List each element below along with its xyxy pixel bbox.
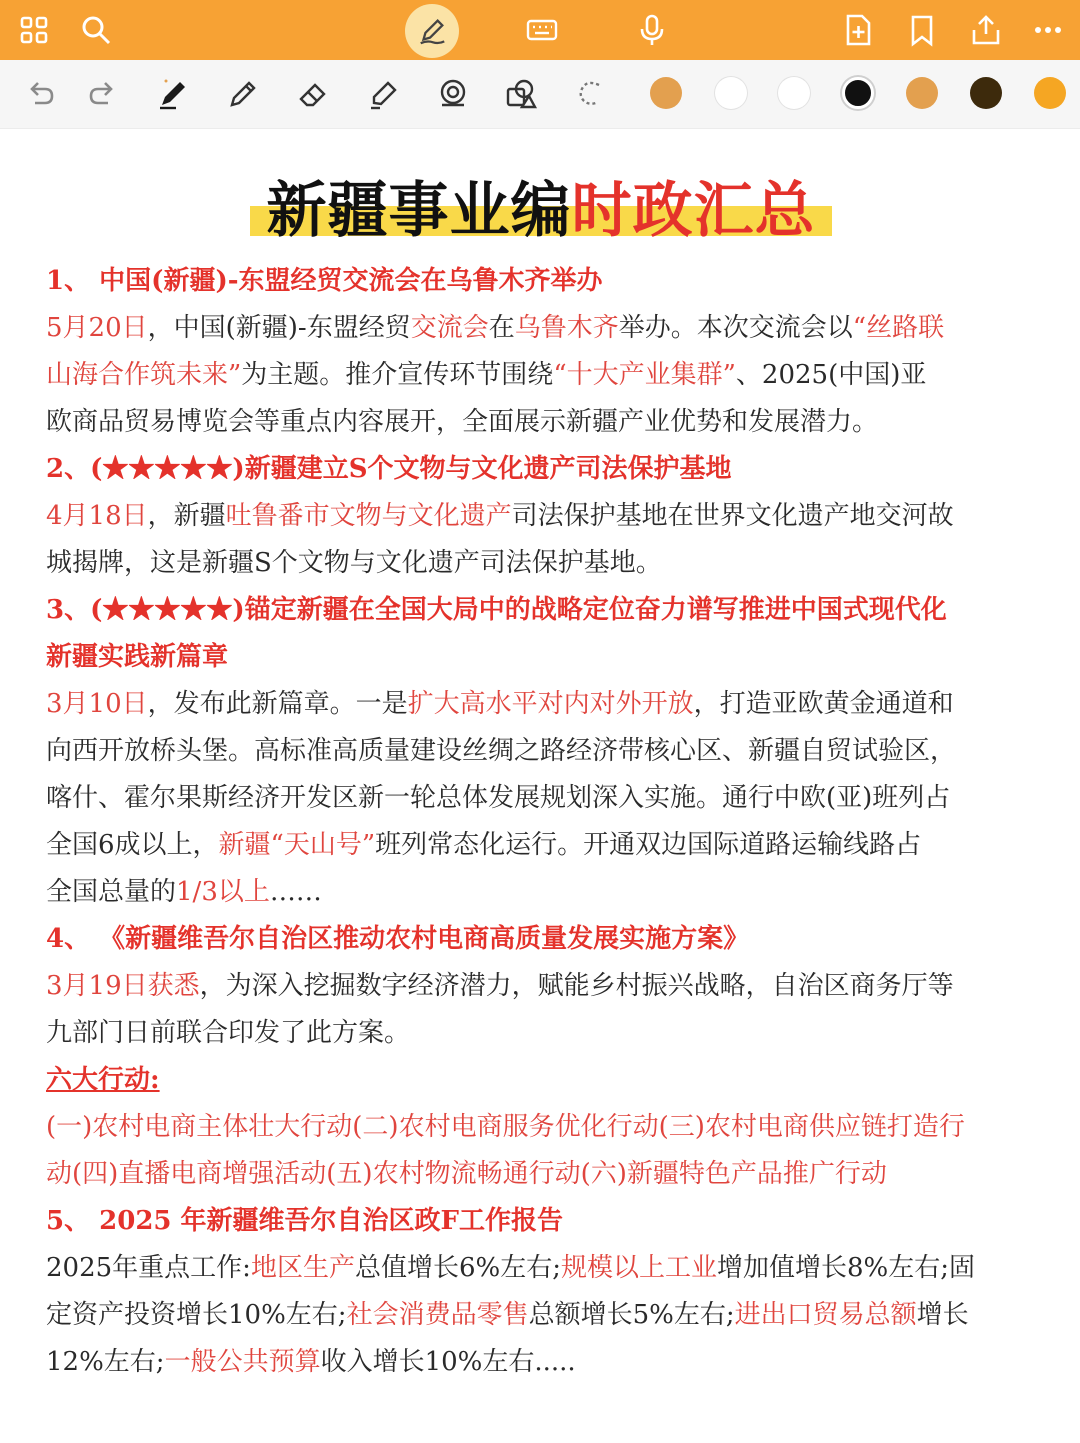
note-line <box>46 1151 1036 1198</box>
shape-icon[interactable] <box>428 70 478 118</box>
highlight-text: 新疆“天山号” <box>218 830 376 860</box>
body-text: 喀什、霍尔果斯经济开发区新一轮总体发展规划深入实施。通行中欧(亚)班列占 <box>46 783 951 813</box>
note-line <box>46 1057 1036 1104</box>
note-line <box>46 1292 1036 1339</box>
redo-icon[interactable] <box>78 70 128 118</box>
body-text: 全国6成以上， <box>46 830 219 860</box>
color-swatch[interactable] <box>906 77 938 109</box>
fountain-pen-icon[interactable] <box>148 70 198 118</box>
note-line <box>46 587 1036 634</box>
add-page-icon[interactable] <box>828 0 888 60</box>
highlight-text: 交流会 <box>410 313 489 343</box>
highlight-text: 3月19日获悉 <box>46 971 200 1001</box>
body-text: 增加值增长8%左右;固 <box>716 1253 975 1283</box>
body-text: 欧商品贸易博览会等重点内容展开，全面展示新疆产业优势和发展潜力。 <box>46 407 879 437</box>
body-text: 在 <box>488 313 515 343</box>
section-heading: 2、(★★★★★)新疆建立S个文物与文化遗产司法保护基地 <box>46 454 732 484</box>
color-swatch[interactable] <box>715 77 747 109</box>
body-text: 定资产投资增长10%左右; <box>46 1300 347 1330</box>
highlight-text: “丝路联 <box>852 313 945 343</box>
highlight-text: 5月20日 <box>46 313 148 343</box>
note-line <box>46 1010 1036 1057</box>
note-line <box>46 916 1036 963</box>
pen-mode-button[interactable] <box>405 4 459 58</box>
more-icon[interactable] <box>1018 0 1078 60</box>
body-text: ，发布此新篇章。一是 <box>147 689 408 719</box>
color-swatch[interactable] <box>650 77 682 109</box>
body-text: ，打造亚欧黄金通道和 <box>693 689 954 719</box>
body-text: 2025年重点工作: <box>46 1253 251 1283</box>
section-heading: 3、(★★★★★)锚定新疆在全国大局中的战略定位奋力谱写推进中国式现代化 <box>46 595 947 625</box>
highlight-text: 一般公共预算 <box>164 1347 321 1377</box>
highlight-text: (一)农村电商主体壮大行动(二)农村电商服务优化行动(三)农村电商供应链打造行 <box>46 1112 965 1142</box>
note-line <box>46 493 1036 540</box>
section-heading: 4、 《新疆维吾尔自治区推动农村电商高质量发展实施方案》 <box>46 924 750 954</box>
note-line <box>46 728 1036 775</box>
note-line <box>46 634 1036 681</box>
note-line <box>46 681 1036 728</box>
note-line <box>46 869 1036 916</box>
note-line <box>46 352 1036 399</box>
note-line <box>46 1198 1036 1245</box>
body-text: ，新疆 <box>147 501 226 531</box>
keyboard-icon[interactable] <box>512 0 572 60</box>
highlight-text: 规模以上工业 <box>560 1253 717 1283</box>
note-line <box>46 399 1036 446</box>
pencil-icon[interactable] <box>218 70 268 118</box>
note-line <box>46 446 1036 493</box>
section-heading: 5、 2025 年新疆维吾尔自治区政F工作报告 <box>46 1206 564 1236</box>
color-swatch[interactable] <box>1034 77 1066 109</box>
note-line <box>46 775 1036 822</box>
highlight-text: 乌鲁木齐 <box>514 313 619 343</box>
microphone-icon[interactable] <box>622 0 682 60</box>
color-swatch[interactable] <box>970 77 1002 109</box>
highlighter-icon[interactable] <box>358 70 408 118</box>
body-text: 12%左右; <box>46 1347 165 1377</box>
body-text: ，为深入挖掘数字经济潜力，赋能乡村振兴战略，自治区商务厅等 <box>199 971 954 1001</box>
search-icon[interactable] <box>66 0 126 60</box>
body-text: 向西开放桥头堡。高标准高质量建设丝绸之路经济带核心区、新疆自贸试验区， <box>46 736 957 766</box>
highlight-text: 动(四)直播电商增强活动(五)农村物流畅通行动(六)新疆特色产品推广行动 <box>46 1159 887 1189</box>
title-black: 新疆事业编 <box>266 176 572 246</box>
body-text: 收入增长10%左右..... <box>320 1347 576 1377</box>
title-red: 时政汇总 <box>571 176 816 246</box>
body-text: 增长 <box>916 1300 969 1330</box>
lasso-icon[interactable] <box>566 70 616 118</box>
pen-icon <box>416 15 448 47</box>
highlight-text: 进出口贸易总额 <box>734 1300 917 1330</box>
note-line <box>46 305 1036 352</box>
body-text: 总额增长5%左右; <box>528 1300 735 1330</box>
body-text: 城揭牌，这是新疆S个文物与文化遗产司法保护基地。 <box>46 548 662 578</box>
highlight-text: 3月10日 <box>46 689 148 719</box>
bookmark-icon[interactable] <box>892 0 952 60</box>
body-text: …… <box>269 877 322 907</box>
share-icon[interactable] <box>956 0 1016 60</box>
highlight-text: 扩大高水平对内对外开放 <box>407 689 694 719</box>
note-line <box>46 1104 1036 1151</box>
body-text: 九部门日前联合印发了此方案。 <box>46 1018 411 1048</box>
note-line <box>46 963 1036 1010</box>
note-line <box>46 540 1036 587</box>
body-text: 总值增长6%左右; <box>354 1253 561 1283</box>
highlight-text: 山海合作筑未来” <box>46 360 242 390</box>
page-title <box>250 176 832 246</box>
grid-icon[interactable] <box>4 0 64 60</box>
body-text: 、2025(中国)亚 <box>735 360 927 390</box>
body-text: 司法保护基地在世界文化遗产地交河故 <box>511 501 954 531</box>
app-topbar <box>0 0 1080 60</box>
highlight-text: 地区生产 <box>250 1253 355 1283</box>
section-heading: 1、 中国(新疆)-东盟经贸交流会在乌鲁木齐举办 <box>46 266 603 296</box>
note-content <box>46 258 1036 1386</box>
note-line <box>46 822 1036 869</box>
highlight-text: 社会消费品零售 <box>346 1300 529 1330</box>
image-shape-icon[interactable] <box>496 70 546 118</box>
body-text: 全国总量的 <box>46 877 177 907</box>
body-text: ，中国(新疆)-东盟经贸 <box>147 313 411 343</box>
eraser-icon[interactable] <box>288 70 338 118</box>
color-swatch[interactable] <box>778 77 810 109</box>
body-text: 举办。本次交流会以 <box>618 313 853 343</box>
highlight-text: 1/3以上 <box>176 877 270 907</box>
undo-icon[interactable] <box>15 70 65 118</box>
note-line <box>46 258 1036 305</box>
highlight-text: 4月18日 <box>46 501 148 531</box>
note-line <box>46 1339 1036 1386</box>
body-text: 班列常态化运行。开通双边国际道路运输线路占 <box>375 830 922 860</box>
note-line <box>46 1245 1036 1292</box>
body-text: 为主题。推介宣传环节围绕 <box>241 360 554 390</box>
section-heading: 新疆实践新篇章 <box>46 642 229 672</box>
section-heading: 六大行动: <box>46 1065 160 1095</box>
highlight-text: 吐鲁番市文物与文化遗产 <box>225 501 512 531</box>
highlight-text: “十大产业集群” <box>553 360 736 390</box>
color-swatch-selected[interactable] <box>842 77 874 109</box>
